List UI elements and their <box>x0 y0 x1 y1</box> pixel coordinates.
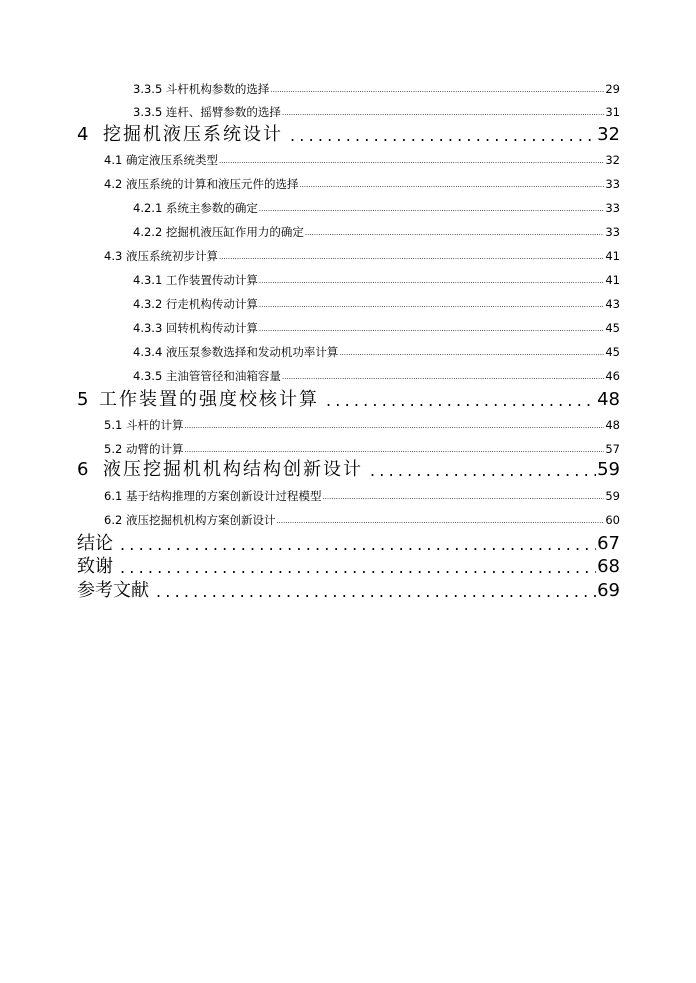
toc-entry-page: 32 <box>597 124 620 145</box>
toc-entry-label: 4.2.1 系统主参数的确定 <box>133 201 258 215</box>
toc-chapter-label <box>77 461 363 479</box>
toc-entry-page: 31 <box>605 105 620 119</box>
toc-references[interactable] <box>77 582 620 600</box>
toc-entry-label: 6.1 基于结构推理的方案创新设计过程模型 <box>104 489 322 503</box>
dot-leader <box>276 518 604 525</box>
dot-leader <box>219 254 604 261</box>
toc-entry-5-1[interactable] <box>104 420 620 432</box>
toc-entry-4-2-2[interactable] <box>133 227 620 239</box>
toc-entry-page: 33 <box>605 201 620 215</box>
toc-entry-page: 32 <box>605 153 620 167</box>
toc-entry-page: 29 <box>605 82 620 96</box>
toc-entry-page: 68 <box>597 556 620 577</box>
toc-entry-label: 4.3.2 行走机构传动计算 <box>133 297 258 311</box>
toc-chapter-6[interactable] <box>77 461 620 479</box>
toc-entry-label: 4.3.3 回转机构传动计算 <box>133 321 258 335</box>
toc-chapter-5[interactable] <box>77 391 620 409</box>
dot-leader <box>219 158 604 165</box>
toc-entry-label: 3.3.5 斗杆机构参数的选择 <box>133 82 270 96</box>
dot-leader <box>282 374 604 381</box>
chapter-title: 挖掘机液压系统设计 <box>103 124 283 145</box>
toc-entry-page: 46 <box>605 369 620 383</box>
chapter-number: 4 <box>77 124 91 145</box>
dot-leader <box>259 278 604 285</box>
toc-entry-page: 48 <box>605 418 620 432</box>
toc-entry-label: 3.3.5 连杆、摇臂参数的选择 <box>133 105 281 119</box>
toc-entry-5-2[interactable] <box>104 444 620 456</box>
dot-leader <box>364 463 596 479</box>
toc-entry-label: 5.1 斗杆的计算 <box>104 418 184 432</box>
toc-entry-label: 6.2 液压挖掘机机构方案创新设计 <box>104 513 276 527</box>
dot-leader <box>184 423 604 430</box>
toc-entry-page: 43 <box>605 297 620 311</box>
toc-entry-label: 4.3 液压系统初步计算 <box>104 249 218 263</box>
toc-chapter-label: 参考文献 <box>77 580 149 601</box>
toc-entry-3-3-5-a[interactable] <box>133 84 620 96</box>
toc-entry-page: 59 <box>597 459 620 480</box>
toc-entry-page: 57 <box>605 442 620 456</box>
toc-chapter-4[interactable] <box>77 126 620 144</box>
chapter-number: 5 <box>77 389 91 410</box>
toc-entry-4-2-1[interactable] <box>133 203 620 215</box>
toc-entry-4-3-5[interactable] <box>133 371 620 383</box>
chapter-title: 液压挖掘机机构结构创新设计 <box>103 459 363 480</box>
dot-leader <box>305 230 604 237</box>
toc-entry-label: 4.3.5 主油管管径和油箱容量 <box>133 369 281 383</box>
toc-entry-label: 5.2 动臂的计算 <box>104 442 184 456</box>
toc-entry-page: 33 <box>605 225 620 239</box>
dot-leader <box>322 494 604 501</box>
toc-entry-page: 59 <box>605 489 620 503</box>
toc-chapter-label: 结论 <box>77 533 113 554</box>
toc-entry-4-2[interactable] <box>104 179 620 191</box>
toc-entry-page: 67 <box>597 533 620 554</box>
toc-entry-page: 45 <box>605 345 620 359</box>
chapter-number: 6 <box>77 459 91 480</box>
dot-leader <box>282 110 604 117</box>
toc-entry-6-1[interactable] <box>104 491 620 503</box>
toc-conclusion[interactable] <box>77 535 620 553</box>
toc-chapter-label: 致谢 <box>77 556 113 577</box>
toc-entry-page: 41 <box>605 273 620 287</box>
toc-entry-4-3-4[interactable] <box>133 347 620 359</box>
toc-entry-4-3[interactable] <box>104 251 620 263</box>
toc-entry-page: 41 <box>605 249 620 263</box>
dot-leader <box>284 128 596 144</box>
dot-leader <box>259 206 604 213</box>
toc-entry-4-3-1[interactable] <box>133 275 620 287</box>
toc-chapter-label <box>77 126 283 144</box>
dot-leader <box>339 350 604 357</box>
chapter-title: 工作装置的强度校核计算 <box>99 389 319 410</box>
dot-leader <box>114 560 596 576</box>
dot-leader <box>114 537 596 553</box>
dot-leader <box>150 584 596 600</box>
toc-entry-label: 4.3.1 工作装置传动计算 <box>133 273 258 287</box>
toc-entry-label: 4.2 液压系统的计算和液压元件的选择 <box>104 177 299 191</box>
toc-entry-page: 33 <box>605 177 620 191</box>
toc-entry-4-3-3[interactable] <box>133 323 620 335</box>
dot-leader <box>184 447 604 454</box>
dot-leader <box>259 302 604 309</box>
toc-acknowledgements[interactable] <box>77 558 620 576</box>
toc-entry-4-1[interactable] <box>104 155 620 167</box>
toc-entry-page: 60 <box>605 513 620 527</box>
dot-leader <box>270 87 604 94</box>
toc-entry-3-3-5-b[interactable] <box>133 107 620 119</box>
toc-entry-label: 4.3.4 液压泵参数选择和发动机功率计算 <box>133 345 339 359</box>
toc-entry-page: 48 <box>597 389 620 410</box>
toc-entry-label: 4.1 确定液压系统类型 <box>104 153 218 167</box>
toc-entry-page: 69 <box>597 580 620 601</box>
toc-entry-6-2[interactable] <box>104 515 620 527</box>
dot-leader <box>259 326 604 333</box>
dot-leader <box>299 182 604 189</box>
toc-entry-4-3-2[interactable] <box>133 299 620 311</box>
toc-chapter-label <box>77 391 319 409</box>
dot-leader <box>320 393 596 409</box>
toc-entry-label: 4.2.2 挖掘机液压缸作用力的确定 <box>133 225 304 239</box>
toc-entry-page: 45 <box>605 321 620 335</box>
